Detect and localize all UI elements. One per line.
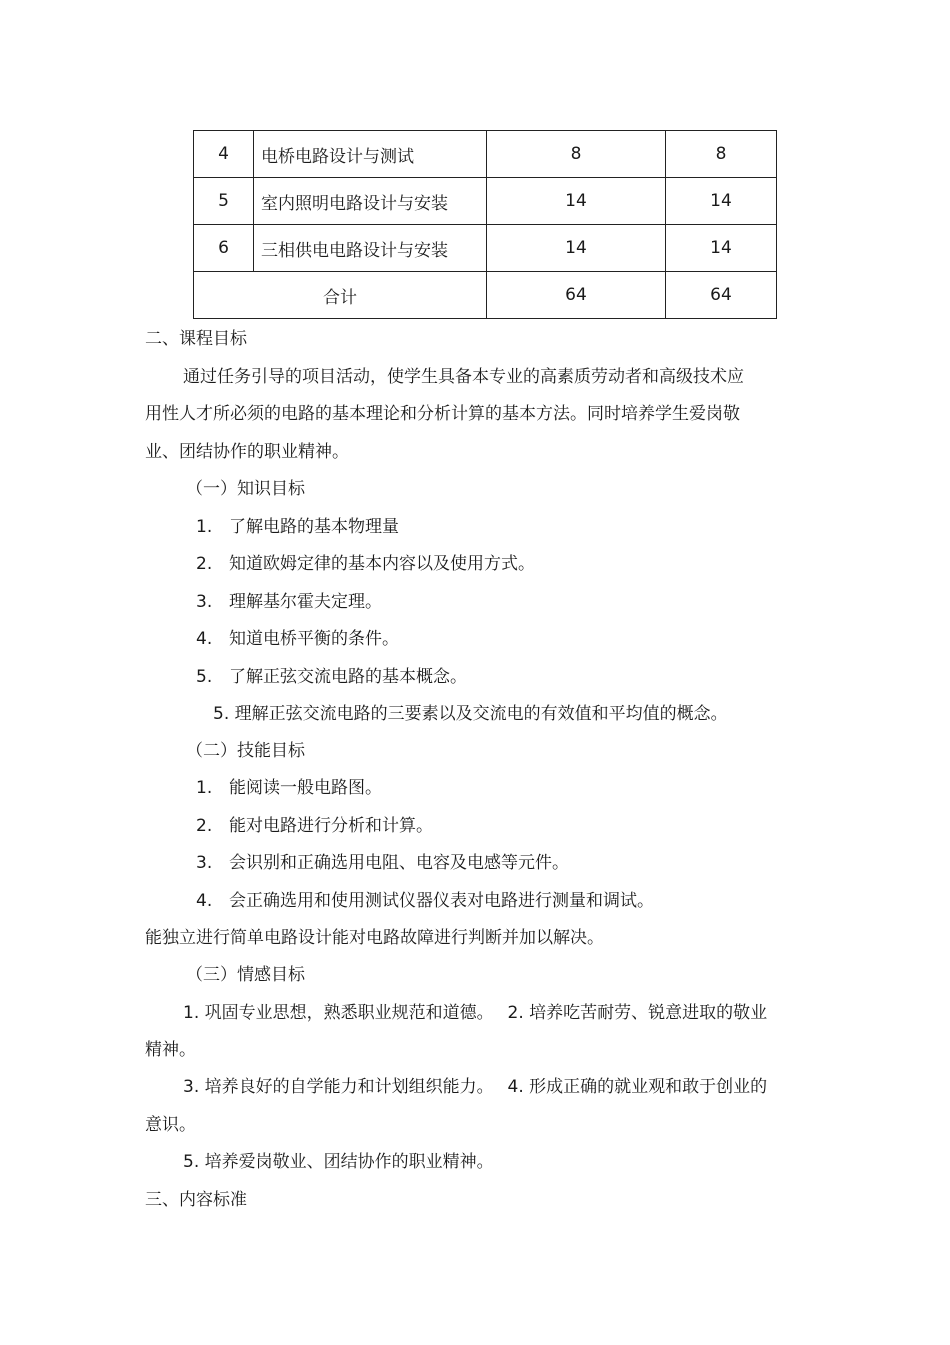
total-hours-sum: 64 xyxy=(487,272,666,319)
total-label: 合计 xyxy=(194,272,487,319)
table-row xyxy=(194,131,777,178)
course-hours-table xyxy=(193,130,777,319)
total-hours: 8 xyxy=(487,131,666,178)
list-number: 5. xyxy=(196,667,213,687)
emotion-line-1: 1. 巩固专业思想，熟悉职业规范和道德。 2. 培养吃苦耐劳、锐意进取的敬业 xyxy=(183,1003,768,1023)
skills-heading: （二）技能目标 xyxy=(186,741,305,761)
skills-extra: 能独立进行简单电路设计能对电路故障进行判断并加以解决。 xyxy=(145,928,604,948)
practice-hours: 14 xyxy=(666,178,777,225)
list-item-extra: 5. 理解正弦交流电路的三要素以及交流电的有效值和平均值的概念。 xyxy=(213,704,728,724)
list-number: 3. xyxy=(196,853,213,873)
row-number: 6 xyxy=(194,225,254,272)
total-hours: 14 xyxy=(487,178,666,225)
list-item: 能对电路进行分析和计算。 xyxy=(229,816,433,836)
section-heading-content: 三、内容标准 xyxy=(145,1190,247,1210)
table-row xyxy=(194,178,777,225)
practice-hours: 8 xyxy=(666,131,777,178)
emotion-line-4: 意识。 xyxy=(145,1115,196,1135)
table-row xyxy=(194,225,777,272)
list-item: 了解正弦交流电路的基本概念。 xyxy=(229,667,467,687)
intro-line-2: 用性人才所必须的电路的基本理论和分析计算的基本方法。同时培养学生爱岗敬 xyxy=(145,404,740,424)
table-total-row xyxy=(194,272,777,319)
list-number: 4. xyxy=(196,629,213,649)
emotion-line-3: 3. 培养良好的自学能力和计划组织能力。 4. 形成正确的就业观和敢于创业的 xyxy=(183,1077,768,1097)
emotion-heading: （三）情感目标 xyxy=(186,965,305,985)
knowledge-heading: （一）知识目标 xyxy=(186,479,305,499)
project-name: 电桥电路设计与测试 xyxy=(254,131,487,178)
emotion-line-2: 精神。 xyxy=(145,1040,196,1060)
section-heading-goals: 二、课程目标 xyxy=(145,329,247,349)
emotion-line-5: 5. 培养爱岗敬业、团结协作的职业精神。 xyxy=(183,1152,494,1172)
row-number: 5 xyxy=(194,178,254,225)
list-number: 3. xyxy=(196,592,213,612)
list-number: 2. xyxy=(196,554,213,574)
list-item: 会识别和正确选用电阻、电容及电感等元件。 xyxy=(229,853,569,873)
practice-hours: 14 xyxy=(666,225,777,272)
total-hours: 14 xyxy=(487,225,666,272)
list-item: 会正确选用和使用测试仪器仪表对电路进行测量和调试。 xyxy=(229,891,654,911)
list-item: 理解基尔霍夫定理。 xyxy=(229,592,382,612)
row-number: 4 xyxy=(194,131,254,178)
list-item: 知道欧姆定律的基本内容以及使用方式。 xyxy=(229,554,535,574)
list-item: 能阅读一般电路图。 xyxy=(229,778,382,798)
list-number: 1. xyxy=(196,778,213,798)
list-number: 4. xyxy=(196,891,213,911)
project-name: 三相供电电路设计与安装 xyxy=(254,225,487,272)
intro-line-1: 通过任务引导的项目活动，使学生具备本专业的高素质劳动者和高级技术应 xyxy=(183,367,744,387)
list-item: 了解电路的基本物理量 xyxy=(229,517,399,537)
list-number: 2. xyxy=(196,816,213,836)
list-item: 知道电桥平衡的条件。 xyxy=(229,629,399,649)
practice-hours-sum: 64 xyxy=(666,272,777,319)
intro-line-3: 业、团结协作的职业精神。 xyxy=(145,442,349,462)
list-number: 1. xyxy=(196,517,213,537)
project-name: 室内照明电路设计与安装 xyxy=(254,178,487,225)
